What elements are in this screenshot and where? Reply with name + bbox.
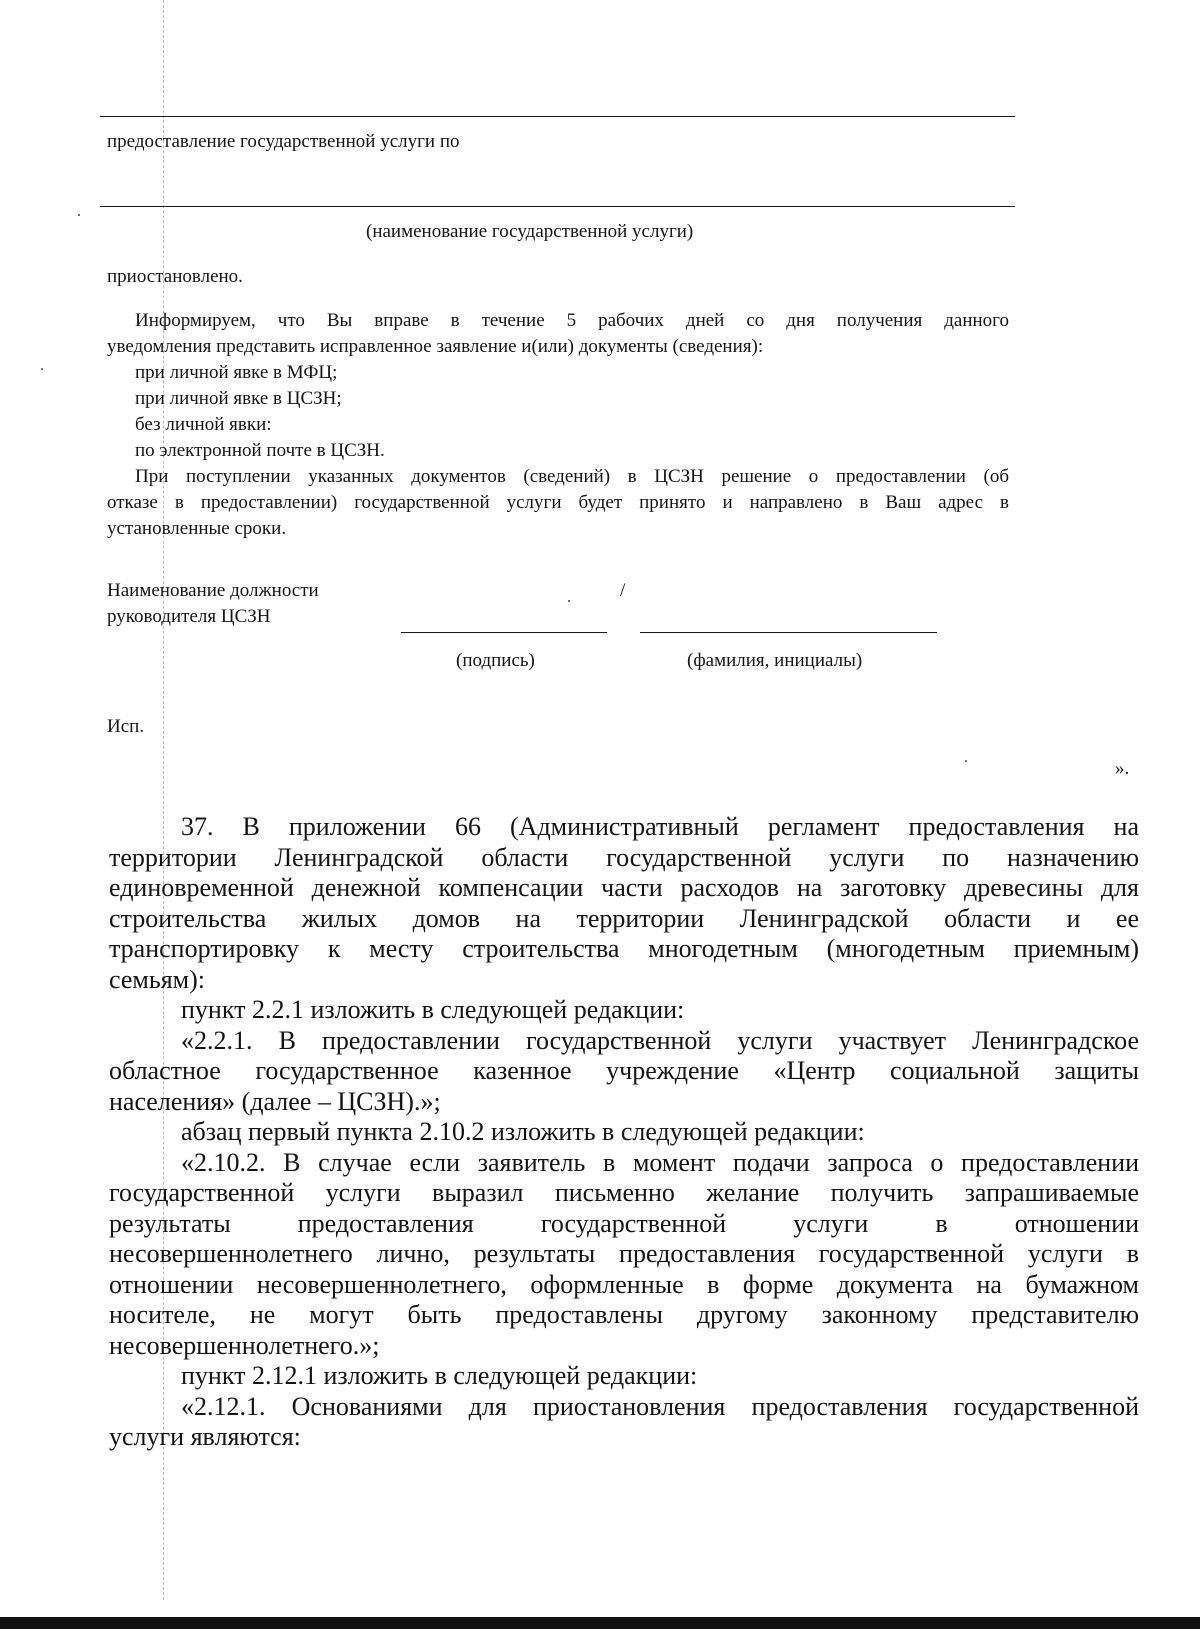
name-rule [640,632,937,633]
position-label-1: Наименование должности [107,580,319,601]
receipt-line-2: отказе в предоставлении) государственной услуги будет принято и направлено в Ваш адрес в [107,492,1009,513]
receipt-line-3: установленные сроки. [107,518,287,539]
executor-label: Исп. [107,716,145,737]
clause-221-line-3: населения» (далее – ЦСЗН).»; [109,1087,441,1116]
name-caption: (фамилия, инициалы) [687,650,863,671]
form-top-rule [100,116,1015,117]
suspended-text: приостановлено. [107,266,243,287]
closing-quote: ». [1115,758,1130,779]
position-label-2: руководителя ЦСЗН [107,606,271,627]
option-cszn: при личной явке в ЦСЗН; [135,388,342,409]
item-37-line-2: территории Ленинградской области государственной услуги по назначению [109,843,1139,872]
clause-2121-line-1: «2.12.1. Основаниями для приостановления предоставления государственной [181,1392,1139,1421]
inform-line-1: Информируем, что Вы вправе в течение 5 рабочих дней со дня получения данного [135,310,1009,331]
service-caption: (наименование государственной услуги) [366,221,694,242]
clause-221-intro: пункт 2.2.1 изложить в следующей редакции: [181,995,685,1024]
clause-2102-line-5: отношении несовершеннолетнего, оформленные в форме документа на бумажном [109,1270,1139,1299]
scan-speck [965,760,967,762]
item-37-line-4: строительства жилых домов на территории Ленинградской области и ее [109,904,1139,933]
clause-2102-line-2: государственной услуги выразил письменно желание получить запрашиваемые [109,1178,1139,1207]
clause-2102-line-1: «2.10.2. В случае если заявитель в момент подачи запроса о предоставлении [181,1148,1139,1177]
scan-speck [568,600,570,602]
clause-2121-intro: пункт 2.12.1 изложить в следующей редакции: [181,1361,698,1390]
item-37-line-5: транспортировку к месту строительства многодетным (многодетным приемным) [109,934,1139,963]
clause-2102-line-6: носителе, не могут быть предоставлены другому законному представителю [109,1300,1139,1329]
scan-speck [41,368,43,370]
signature-rule [401,632,607,633]
item-37-line-1: 37. В приложении 66 (Административный регламент предоставления на [181,812,1139,841]
clause-2102-line-3: результаты предоставления государственной услуги в отношении [109,1209,1139,1238]
signature-caption: (подпись) [456,650,535,671]
item-37-line-3: единовременной денежной компенсации части расходов на заготовку древесины для [109,873,1139,902]
option-email: по электронной почте в ЦСЗН. [135,440,385,461]
clause-2102-line-7: несовершеннолетнего.»; [109,1331,380,1360]
option-remote: без личной явки: [135,414,272,435]
form-service-line: предоставление государственной услуги по [107,131,460,152]
inform-line-2: уведомления представить исправленное заявление и(или) документы (сведения): [107,336,764,357]
clause-2121-line-2: услуги являются: [109,1422,301,1451]
scan-bottom-edge [0,1617,1200,1629]
option-mfc: при личной явке в МФЦ; [135,362,338,383]
scan-speck [78,214,80,216]
signature-slash: / [620,580,626,601]
clause-2102-intro: абзац первый пункта 2.10.2 изложить в следующей редакции: [181,1117,865,1146]
item-37-line-6: семьям): [109,965,206,994]
clause-2102-line-4: несовершеннолетнего лично, результаты предоставления государственной услуги в [109,1239,1139,1268]
receipt-line-1: При поступлении указанных документов (сведений) в ЦСЗН решение о предоставлении (об [135,466,1009,487]
clause-221-line-2: областное государственное казенное учреждение «Центр социальной защиты [109,1056,1139,1085]
form-service-rule [100,206,1015,207]
clause-221-line-1: «2.2.1. В предоставлении государственной услуги участвует Ленинградское [181,1026,1139,1055]
